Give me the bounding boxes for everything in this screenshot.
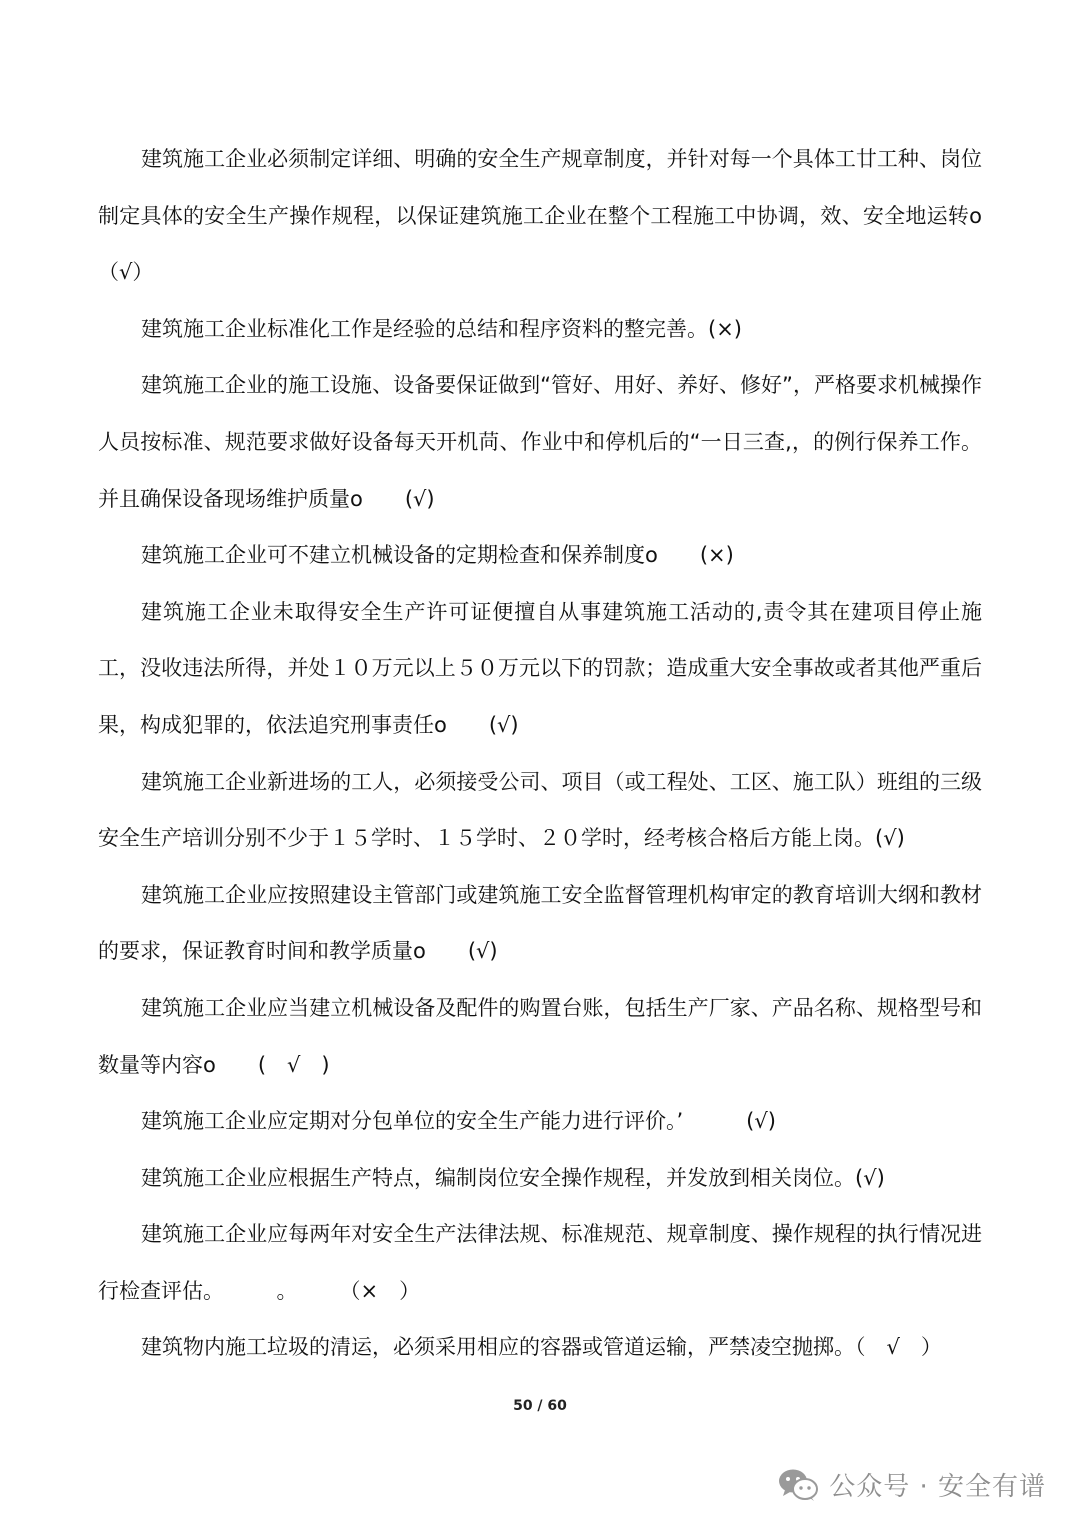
paragraph: 建筑施工企业可不建立机械设备的定期检查和保养制度o (×) [141, 543, 734, 568]
paragraph: 建筑施工企业标准化工作是经验的总结和程序资料的整完善。(×) [141, 316, 742, 341]
wechat-icon [777, 1466, 819, 1502]
document-body [98, 131, 1003, 1376]
paragraph: 建筑施工企业必须制定详细、明确的安全生产规章制度，并针对每一个具体工廿工种、岗位制定具体的安全生产操作规程，以保证建筑施工企业在整个工程施工中协调，效、安全地运转o （√） [98, 147, 1003, 285]
paragraph: 建筑施工企业未取得安全生产许可证便擅自从事建筑施工活动的,责令其在建项目停止施工，没收违法所得，并处１０万元以上５０万元以下的罚款；造成重大安全事故或者其他严重后果，构成犯罪的，依法追究刑事责任o (√) [98, 599, 982, 737]
paragraph: 建筑施工企业应每两年对安全生产法律法规、标准规范、规章制度、操作规程的执行情况进行检查评估。 。 （× ） [98, 1222, 982, 1303]
paragraph: 建筑施工企业应定期对分包单位的安全生产能力进行评价。’ (√) [141, 1109, 776, 1134]
paragraph: 建筑施工企业应按照建设主管部门或建筑施工安全监督管理机构审定的教育培训大纲和教材的要求，保证教育时间和教学质量o (√) [98, 882, 982, 964]
page-number: 50 / 60 [513, 1398, 567, 1414]
watermark [777, 1462, 1046, 1506]
watermark-text: 公众号 · 安全有谱 [829, 1471, 1046, 1502]
paragraph: 建筑施工企业的施工设施、设备要保证做到“管好、用好、养好、修好”，严格要求机械操作人员按标准、规范要求做好设备每天开机苘、作业中和停机后的“一日三查,，的例行保养工作。并且确保设备现场维护质量o (√) [98, 373, 982, 511]
paragraph: 建筑施工企业应当建立机械设备及配件的购置台账，包括生产厂家、产品名称、规格型号和数量等内容o ( √ ) [98, 995, 982, 1077]
paragraph: 建筑物内施工垃圾的清运，必须采用相应的容器或管道运输，严禁凌空抛掷。（ √ ） [141, 1335, 942, 1360]
paragraph: 建筑施工企业新进场的工人，必须接受公司、项目（或工程处、工区、施工队）班组的三级安全生产培训分别不少于１５学时、１５学时、２０学时，经考核合格后方能上岗。(√) [98, 769, 982, 851]
paragraph: 建筑施工企业应根据生产特点，编制岗位安全操作规程，并发放到相关岗位。(√) [141, 1165, 885, 1190]
